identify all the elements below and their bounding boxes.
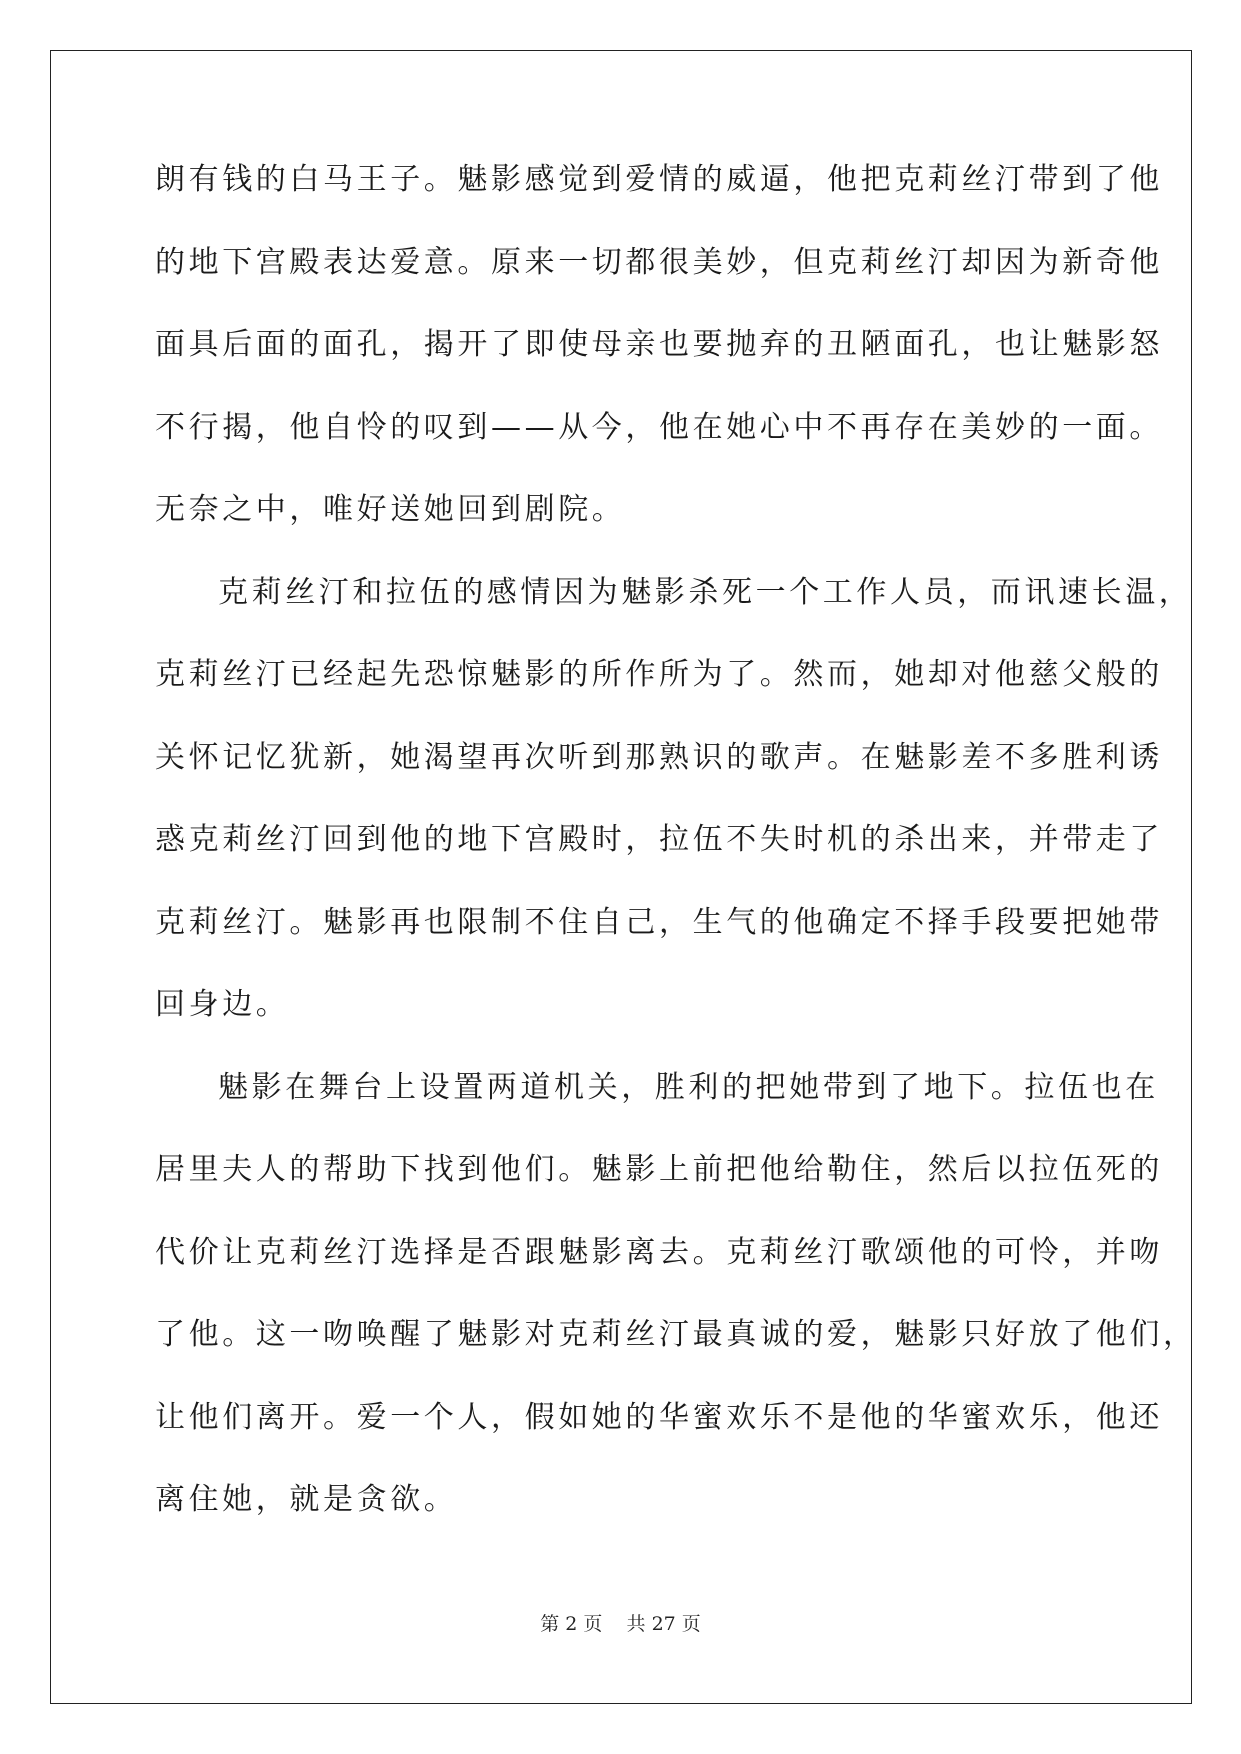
document-body xyxy=(155,162,1197,1565)
text-line: 不行揭，他自怜的叹到——从今，他在她心中不再存在美妙的一面。 xyxy=(155,409,1163,445)
text-line: 面具后面的面孔，揭开了即使母亲也要抛弃的丑陋面孔，也让魅影怒 xyxy=(155,327,1163,362)
text-line: 离住她，就是贪欲。 xyxy=(155,1482,458,1517)
text-line: 代价让克莉丝汀选择是否跟魅影离去。克莉丝汀歌颂他的可怜，并吻 xyxy=(155,1234,1163,1270)
text-line: 朗有钱的白马王子。魅影感觉到爱情的威逼，他把克莉丝汀带到了他 xyxy=(155,162,1163,197)
text-line: 回身边。 xyxy=(155,987,290,1022)
text-line: 克莉丝汀已经起先恐惊魅影的所作所为了。然而，她却对他慈父般的 xyxy=(155,657,1163,692)
paragraph-first-line: 克莉丝汀和拉伍的感情因为魅影杀死一个工作人员，而讯速长温， xyxy=(218,574,1193,610)
text-line: 克莉丝汀。魅影再也限制不住自己，生气的他确定不择手段要把她带 xyxy=(155,904,1163,940)
text-line: 的地下宫殿表达爱意。原来一切都很美妙，但克莉丝汀却因为新奇他 xyxy=(155,244,1163,280)
text-line: 让他们离开。爱一个人，假如她的华蜜欢乐不是他的华蜜欢乐，他还 xyxy=(155,1399,1163,1435)
text-line: 居里夫人的帮助下找到他们。魅影上前把他给勒住，然后以拉伍死的 xyxy=(155,1152,1163,1187)
text-line: 了他。这一吻唤醒了魅影对克莉丝汀最真诚的爱，魅影只好放了他们， xyxy=(155,1317,1197,1352)
paragraph-first-line: 魅影在舞台上设置两道机关，胜利的把她带到了地下。拉伍也在 xyxy=(218,1069,1159,1105)
text-line: 惑克莉丝汀回到他的地下宫殿时，拉伍不失时机的杀出来，并带走了 xyxy=(155,822,1163,857)
text-line: 无奈之中，唯好送她回到剧院。 xyxy=(155,492,626,527)
text-line: 关怀记忆犹新，她渴望再次听到那熟识的歌声。在魅影差不多胜利诱 xyxy=(155,739,1163,775)
page-number-footer: 第 2 页 共 27 页 xyxy=(540,1613,701,1635)
